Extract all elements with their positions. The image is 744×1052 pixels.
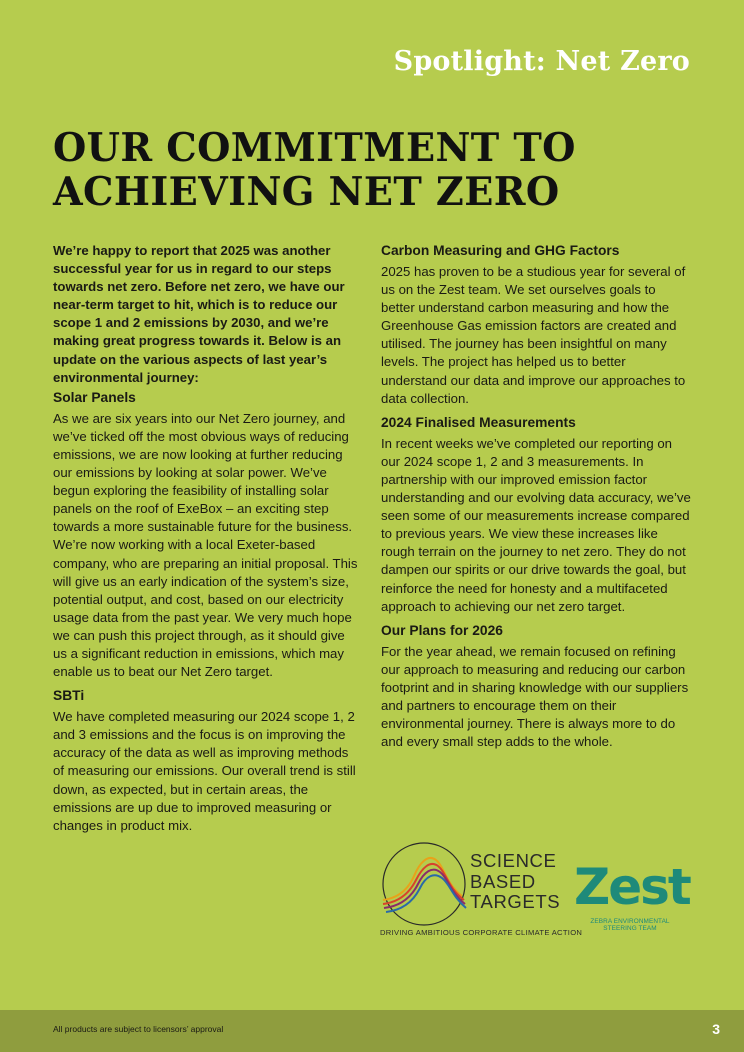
plans-heading: Our Plans for 2026 [381, 622, 503, 638]
title-line-1: OUR COMMITMENT TO [53, 125, 576, 171]
page-title [53, 126, 690, 214]
sbt-line-1: SCIENCE [470, 850, 557, 871]
finalised-measurements-heading: 2024 Finalised Measurements [381, 414, 576, 430]
zest-sub-line-1: ZEBRA ENVIRONMENTAL [590, 918, 670, 925]
finalised-measurements-body: In recent weeks we’ve completed our reporting on our 2024 scope 1, 2 and 3 measurements. In partnership with our improved emission factor understanding and our evolving data accuracy, we’ve seen some of our measurements increase compared to previous years. We view these increases like rough terrain on the journey to net zero. They do not dampen our spirits or our drive towards the goal, but reinforce the need for honesty and a multifaceted approach to achieving our net zero target. [381, 435, 691, 614]
sbt-line-2: BASED [470, 870, 536, 892]
footer-note: All products are subject to licensors’ approval [53, 1024, 224, 1034]
page-number: 3 [712, 1021, 720, 1037]
zest-subtitle [590, 918, 670, 933]
footer-bar [0, 1010, 744, 1052]
sbt-line-3: TARGETS [470, 891, 561, 912]
logos-area [378, 840, 698, 944]
carbon-measuring-body: 2025 has proven to be a studious year for several of us on the Zest team. We set ourselves goals to better understand carbon measuring and how the Greenhouse Gas emission factors are created and utilised. The journey has been insightful on many levels. The project has helped us to better understand our data and improve our approaches to data collection. [381, 264, 686, 406]
sbti-body: We have completed measuring our 2024 scope 1, 2 and 3 emissions and the focus is on improving the accuracy of the data as well as improving methods of measuring our emissions. Our overall trend is still down, as expected, but in certain areas, the emissions are up due to improved measuring or changes in product mix. [53, 709, 356, 833]
title-line-2: ACHIEVING NET ZERO [53, 169, 560, 215]
sbt-tagline: DRIVING AMBITIOUS CORPORATE CLIMATE ACTION [380, 928, 583, 937]
intro-paragraph: We’re happy to report that 2025 was another successful year for us in regard to our steps towards net zero. Before net zero, we have our near-term target to hit, which is to reduce our scope 1 and 2 emissions by 2030, and we’re making great progress towards it. Below is an update on the various aspects of last year’s environmental journey: [53, 243, 345, 385]
science-based-targets-logo-icon [380, 840, 468, 928]
carbon-measuring-heading: Carbon Measuring and GHG Factors [381, 243, 620, 258]
zest-logo: Zest [574, 858, 690, 916]
right-column [381, 242, 691, 757]
sbti-heading: SBTi [53, 688, 85, 704]
solar-panels-body: As we are six years into our Net Zero journey, and we’ve ticked off the most obvious ways of reducing emissions, we are now looking at further reducing our emissions by looking at solar power. We’ve begun exploring the feasibility of installing solar panels on the roof of ExeBox – an exciting step towards a more sustainable future for the business. We’re now working with a local Exeter-based company, who are preparing an initial proposal. This will give us an early indication of the system’s size, potential output, and cost, based on our electricity usage data from the past year. We very much hope we can push this project through, as it should give us a significant reduction in emissions, which may enable us to beat our Net Zero target. [53, 410, 358, 680]
zest-sub-line-2: STEERING TEAM [603, 925, 657, 933]
plans-body: For the year ahead, we remain focused on refining our approach to measuring and reducing our carbon footprint and in sharing knowledge with our suppliers and partners to encourage them on their environmental journey. There is always more to do and every small step adds to the whole. [381, 643, 689, 750]
left-column [53, 242, 360, 841]
sbt-wordmark [470, 851, 560, 913]
solar-panels-heading: Solar Panels [53, 389, 136, 405]
spotlight-label: Spotlight: Net Zero [393, 46, 690, 77]
